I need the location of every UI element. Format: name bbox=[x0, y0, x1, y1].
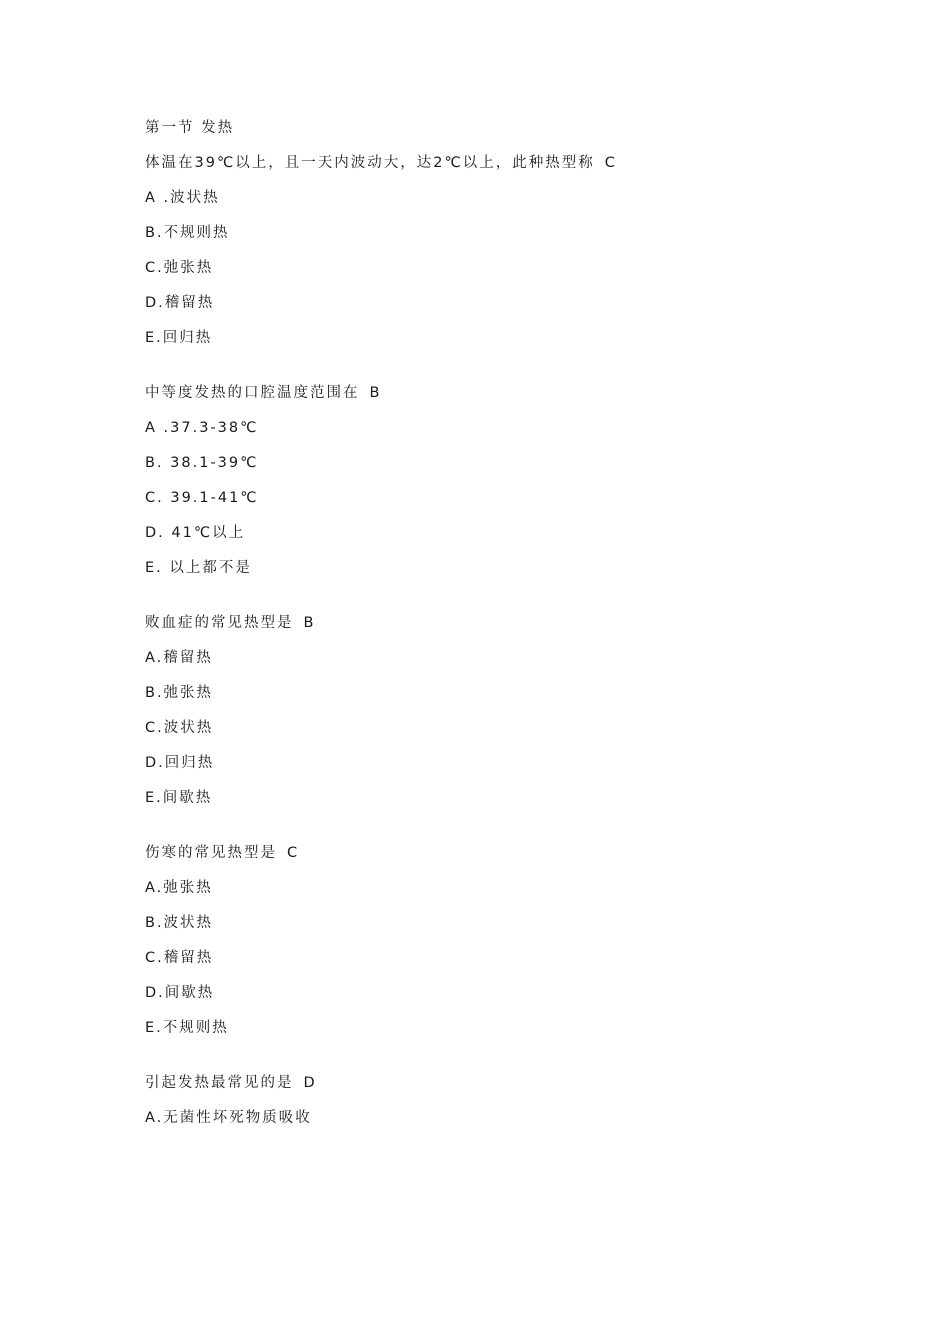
option-a: A.稽留热 bbox=[145, 650, 213, 666]
option-e: E. 以上都不是 bbox=[145, 560, 252, 576]
option-b: B.波状热 bbox=[145, 915, 214, 931]
option-e: E.间歇热 bbox=[145, 790, 213, 806]
question-block bbox=[145, 118, 905, 348]
question-text: 体温在39℃以上，且一天内波动大，达2℃以上，此种热型称 bbox=[145, 155, 595, 171]
option-c: C.稽留热 bbox=[145, 950, 214, 966]
question-text: 引起发热最常见的是 bbox=[145, 1075, 294, 1091]
question-answer: B bbox=[303, 615, 316, 631]
question-stem bbox=[145, 1073, 905, 1093]
option-d: D.稽留热 bbox=[145, 295, 215, 311]
question-block bbox=[145, 1073, 905, 1128]
question-stem bbox=[145, 383, 905, 403]
option-a: A.无菌性坏死物质吸收 bbox=[145, 1110, 312, 1126]
question-answer: B bbox=[369, 385, 382, 401]
option-a: A.弛张热 bbox=[145, 880, 213, 896]
question-answer: C bbox=[287, 845, 300, 861]
option-a: A .波状热 bbox=[145, 190, 220, 206]
option-d: D.回归热 bbox=[145, 755, 215, 771]
option-d: D. 41℃以上 bbox=[145, 525, 246, 541]
section-title: 第一节 发热 bbox=[145, 120, 235, 136]
document-page bbox=[145, 118, 905, 1143]
question-answer: D bbox=[303, 1075, 317, 1091]
question-block bbox=[145, 843, 905, 1038]
option-a: A .37.3-38℃ bbox=[145, 420, 259, 436]
question-block bbox=[145, 383, 905, 578]
question-stem bbox=[145, 613, 905, 633]
option-b: B.弛张热 bbox=[145, 685, 214, 701]
question-stem bbox=[145, 843, 905, 863]
question-block bbox=[145, 613, 905, 808]
question-text: 伤寒的常见热型是 bbox=[145, 845, 277, 861]
option-b: B. 38.1-39℃ bbox=[145, 455, 259, 471]
question-stem bbox=[145, 153, 905, 173]
option-e: E.回归热 bbox=[145, 330, 213, 346]
question-answer: C bbox=[604, 155, 617, 171]
question-text: 中等度发热的口腔温度范围在 bbox=[145, 385, 360, 401]
option-c: C.弛张热 bbox=[145, 260, 214, 276]
option-c: C. 39.1-41℃ bbox=[145, 490, 259, 506]
option-d: D.间歇热 bbox=[145, 985, 215, 1001]
option-b: B.不规则热 bbox=[145, 225, 230, 241]
option-e: E.不规则热 bbox=[145, 1020, 229, 1036]
option-c: C.波状热 bbox=[145, 720, 214, 736]
question-text: 败血症的常见热型是 bbox=[145, 615, 294, 631]
